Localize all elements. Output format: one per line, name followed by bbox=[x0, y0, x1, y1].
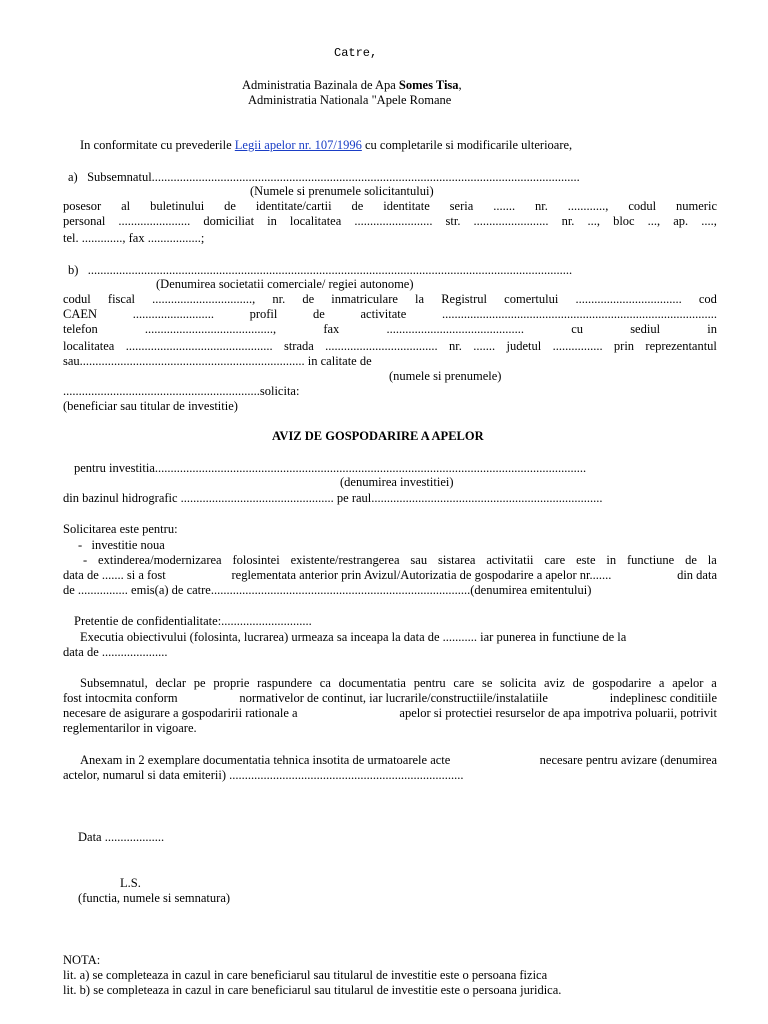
law-link[interactable]: Legii apelor nr. 107/1996 bbox=[234, 138, 362, 152]
addressee-line-2: Administratia Nationala "Apele Romane bbox=[248, 93, 452, 107]
word: identitate bbox=[383, 199, 430, 213]
confidentiality-line: Pretentie de confidentialitate:............................. bbox=[74, 614, 312, 628]
word: activitatii bbox=[486, 553, 534, 567]
word: inmatriculare bbox=[331, 292, 398, 306]
word: strada bbox=[283, 339, 314, 353]
word: solicita bbox=[500, 676, 537, 690]
section-a-id-line bbox=[63, 199, 717, 215]
word: ..., bbox=[587, 214, 600, 228]
word: ......................... bbox=[354, 214, 433, 228]
word: .................................. bbox=[575, 292, 682, 306]
word: localitatea bbox=[289, 214, 342, 228]
word: nr. bbox=[272, 292, 286, 306]
word: - bbox=[83, 553, 88, 567]
declaration-line-3 bbox=[63, 706, 717, 722]
word: necesare de asigurare a gospodaririi rationale a bbox=[63, 706, 298, 720]
word: Anexam in 2 exemplare documentatia tehnica insotita de urmatoarele acte bbox=[80, 753, 451, 767]
word: ....................... bbox=[118, 214, 191, 228]
word: pe bbox=[193, 676, 206, 690]
declaration-line-1 bbox=[80, 676, 717, 692]
word: de bbox=[572, 676, 585, 690]
word: ap. bbox=[673, 214, 689, 228]
word: existente/restrangerea bbox=[290, 553, 400, 567]
request-item-extension bbox=[83, 553, 717, 569]
word: in bbox=[606, 553, 617, 567]
request-heading: Solicitarea este pentru: bbox=[63, 522, 178, 536]
signature-caption: (functia, numele si semnatura) bbox=[78, 891, 231, 905]
declaration-line-2 bbox=[63, 691, 717, 707]
section-a-name-caption: (Numele si prenumele solicitantului) bbox=[250, 184, 434, 198]
word: ....... bbox=[493, 199, 516, 213]
section-b-caen-line bbox=[63, 307, 717, 323]
section-b-beneficiary-caption: (beneficiar sau titular de investitie) bbox=[63, 399, 238, 413]
word: ....... bbox=[473, 339, 496, 353]
word: aviz bbox=[544, 676, 565, 690]
addressee-line-1: Administratia Bazinala de Apa Somes Tisa, bbox=[242, 78, 462, 92]
word: ..., bbox=[647, 214, 661, 228]
section-a-contact-line: tel. ............., fax .................; bbox=[63, 231, 205, 245]
word: str. bbox=[445, 214, 461, 228]
investment-line: pentru investitia.......................................................................................................................................... bbox=[74, 461, 587, 475]
word: posesor bbox=[63, 199, 102, 213]
execution-line: Executia obiectivului (folosinta, lucrarea) urmeaza sa inceapa la data de ........... iar punerea in functiune de la bbox=[80, 630, 627, 644]
word: in bbox=[267, 214, 277, 228]
word: fax bbox=[323, 322, 340, 336]
word: de bbox=[313, 307, 325, 321]
word: ................................, bbox=[152, 292, 256, 306]
request-item-new: - investitie noua bbox=[78, 538, 165, 552]
execution-date-line: data de ..................... bbox=[63, 645, 168, 659]
section-b-solicita-line: ...............................................................solicita: bbox=[63, 384, 300, 398]
word: indeplinesc conditiile bbox=[609, 691, 717, 705]
word: fiscal bbox=[107, 292, 135, 306]
word: functiune bbox=[627, 553, 675, 567]
note-line-b: lit. b) se completeaza in cazul in care beneficiarul sau titularul de investitie este o persoana juridica. bbox=[63, 983, 562, 997]
word: ........................................................................................ bbox=[441, 307, 717, 321]
word: CAEN bbox=[63, 307, 98, 321]
word: in bbox=[707, 322, 717, 336]
investment-caption: (denumirea investitiei) bbox=[340, 475, 454, 489]
note-line-a: lit. a) se completeaza in cazul in care beneficiarul sau titularul de investitie este o persoana fizica bbox=[63, 968, 548, 982]
word: prin bbox=[613, 339, 635, 353]
word: identitate/cartii bbox=[255, 199, 332, 213]
word: din data bbox=[677, 568, 717, 582]
addressee-label: Catre, bbox=[334, 46, 378, 60]
word: a bbox=[658, 676, 665, 690]
word: nr. bbox=[449, 339, 462, 353]
word: ................ bbox=[552, 339, 603, 353]
word: telefon bbox=[63, 322, 98, 336]
word: la bbox=[415, 292, 425, 306]
annex-line-1 bbox=[80, 753, 717, 769]
word: sediul bbox=[630, 322, 661, 336]
word: ............, bbox=[567, 199, 609, 213]
word: Subsemnatul, bbox=[80, 676, 148, 690]
section-b-company-caption: (Denumirea societatii comerciale/ regiei autonome) bbox=[156, 277, 414, 291]
word: de bbox=[685, 553, 697, 567]
word: declar bbox=[155, 676, 186, 690]
word: pentru bbox=[413, 676, 446, 690]
stamp-label: L.S. bbox=[120, 876, 141, 890]
word: comertului bbox=[504, 292, 559, 306]
word: raspundere bbox=[257, 676, 313, 690]
word: de bbox=[224, 199, 236, 213]
word: .................................... bbox=[325, 339, 438, 353]
word: de bbox=[302, 292, 315, 306]
word: bloc bbox=[613, 214, 635, 228]
word: reprezentantul bbox=[645, 339, 717, 353]
word: activitate bbox=[360, 307, 407, 321]
section-a-name-line: a) Subsemnatul......................................................................................................................................... bbox=[68, 170, 580, 184]
basin-river-line: din bazinul hidrografic ................................................. pe raul.......................................................................... bbox=[63, 491, 603, 505]
word: numeric bbox=[676, 199, 717, 213]
section-b-fiscal-line bbox=[63, 292, 717, 308]
word: sau bbox=[410, 553, 428, 567]
word: domiciliat bbox=[203, 214, 255, 228]
word: ........................ bbox=[473, 214, 549, 228]
section-b-phone-line bbox=[63, 322, 717, 338]
declaration-line-4: reglementarilor in vigoare. bbox=[63, 721, 197, 735]
word: data de ....... si a fost bbox=[63, 568, 166, 582]
word: care bbox=[453, 676, 475, 690]
word: folosintei bbox=[232, 553, 280, 567]
word: cu bbox=[571, 322, 583, 336]
section-b-representative-caption: (numele si prenumele) bbox=[389, 369, 502, 383]
word: ........................................., bbox=[144, 322, 277, 336]
word: proprie bbox=[213, 676, 250, 690]
word: judetul bbox=[506, 339, 542, 353]
annex-line-2: actelor, numarul si data emiterii) ........................................................................... bbox=[63, 768, 464, 782]
word: normativelor de continut, iar lucrarile/constructiile/instalatiile bbox=[239, 691, 548, 705]
word: Registrul bbox=[441, 292, 488, 306]
word: extinderea/modernizarea bbox=[98, 553, 222, 567]
word: de bbox=[351, 199, 364, 213]
word: se bbox=[481, 676, 493, 690]
document-title: AVIZ DE GOSPODARIRE A APELOR bbox=[272, 429, 484, 443]
section-a-address-line bbox=[63, 214, 717, 230]
word: necesare pentru avizare (denumirea bbox=[539, 753, 717, 767]
word: codul bbox=[628, 199, 657, 213]
word: apelor si protectiei resurselor de apa impotriva poluarii, potrivit bbox=[399, 706, 717, 720]
word: nr. bbox=[561, 214, 575, 228]
word: la bbox=[707, 553, 717, 567]
word: al bbox=[121, 199, 131, 213]
date-line: Data ................... bbox=[78, 830, 165, 844]
word: ...., bbox=[701, 214, 717, 228]
intro-paragraph: In conformitate cu prevederile Legii apelor nr. 107/1996 cu completarile si modificarile ulterioare, bbox=[80, 138, 573, 152]
request-item-extension-cont bbox=[63, 568, 717, 584]
section-b-representative-line: sau........................................................................ in calitate de bbox=[63, 354, 372, 368]
word: .......................... bbox=[132, 307, 214, 321]
word: care bbox=[544, 553, 566, 567]
word: ............................................... bbox=[125, 339, 273, 353]
word: seria bbox=[449, 199, 474, 213]
word: a bbox=[711, 676, 717, 690]
word: localitatea bbox=[63, 339, 115, 353]
word: profil bbox=[249, 307, 278, 321]
word: ca bbox=[319, 676, 331, 690]
word: apelor bbox=[672, 676, 704, 690]
request-item-issuer: de ................ emis(a) de catre...................................................................................(denumirea emitentului) bbox=[63, 583, 592, 597]
word: reglementata anterior prin Avizul/Autorizatia de gospodarire a apelor nr....... bbox=[231, 568, 612, 582]
word: gospodarire bbox=[592, 676, 652, 690]
section-b-company-line: b) ........................................................................................................................................................... bbox=[68, 263, 573, 277]
word: buletinului bbox=[150, 199, 205, 213]
word: fost intocmita conform bbox=[63, 691, 178, 705]
word: ............................................ bbox=[386, 322, 524, 336]
word: sistarea bbox=[437, 553, 476, 567]
word: este bbox=[576, 553, 596, 567]
note-heading: NOTA: bbox=[63, 953, 101, 967]
section-b-locality-line bbox=[63, 339, 717, 355]
word: codul bbox=[63, 292, 91, 306]
word: nr. bbox=[535, 199, 548, 213]
word: cod bbox=[698, 292, 717, 306]
word: documentatia bbox=[338, 676, 406, 690]
word: personal bbox=[63, 214, 106, 228]
